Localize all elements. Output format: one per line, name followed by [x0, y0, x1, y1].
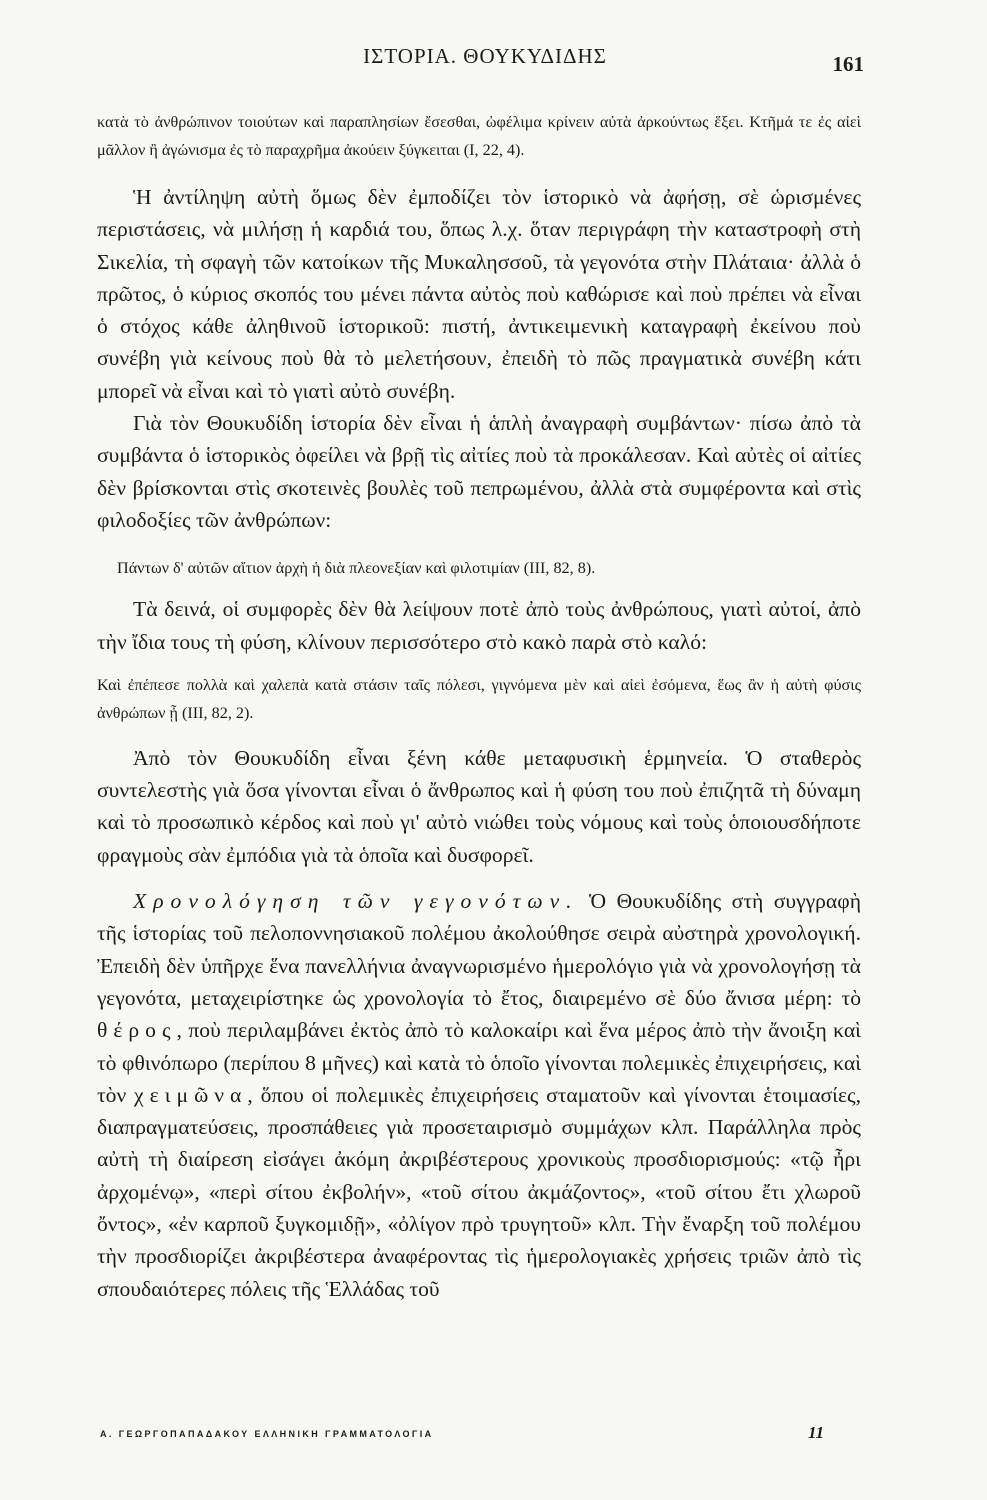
- paragraph-5-text-a: Ὁ Θουκυδίδης στὴ συγγραφὴ τῆς ἱστορίας τοῦ πελοποννησιακοῦ πολέμου ἀκολούθησε σειρὰ αὐστηρὰ χρονολογική. Ἐπειδὴ δὲν ὑπῆρχε ἕνα πανελλήνια ἀναγνωρισμένο ἡμερολόγιο γιὰ νὰ χρονολογήσῃ τὰ γεγονότα, μεταχειρίστηκε ὡς χρονολογία τὸ ἔτος, διαιρεμένο σὲ δύο ἄνισα μέρη: τὸ: [97, 889, 861, 1010]
- footer-book-line: Α. ΓΕΩΡΓΟΠΑΠΑΔΑΚΟΥ ΕΛΛΗΝΙΚΗ ΓΡΑΜΜΑΤΟΛΟΓΙΑ: [100, 1429, 434, 1439]
- paragraph-1: Ἡ ἀντίληψη αὐτὴ ὅμως δὲν ἐμποδίζει τὸν ἱστορικὸ νὰ ἀφήσῃ, σὲ ὡρισμένες περιστάσεις, νὰ μιλήσῃ ἡ καρδιά του, ὅπως λ.χ. ὅταν περιγράφη τὴν καταστροφὴ στὴ Σικελία, τὴ σφαγὴ τῶν κατοίκων τῆς Μυκαλησσοῦ, τὰ γεγονότα στὴν Πλάταια· ἀλλὰ ὁ πρῶτος, ὁ κύριος σκοπός του μένει πάντα αὐτὸς ποὺ καθώρισε καὶ ποὺ πρέπει νὰ εἶναι ὁ στόχος κάθε ἀληθινοῦ ἱστορικοῦ: πιστή, ἀντικειμενικὴ καταγραφὴ ἐκείνου ποὺ συνέβη γιὰ κείνους ποὺ θὰ τὸ μελετήσουν, ἐπειδὴ τὸ πῶς πραγματικὰ συνέβη κάτι μπορεῖ νὰ εἶναι καὶ τὸ γιατὶ αὐτὸ συνέβη.: [97, 185, 861, 403]
- quote-2: Καὶ ἐπέπεσε πολλὰ καὶ χαλεπὰ κατὰ στάσιν ταῖς πόλεσι, γιγνόμενα μὲν καὶ αἰεὶ ἐσόμενα, ἕως ἂν ἡ αὐτὴ φύσις ἀνθρώπων ᾖ (ΙΙΙ, 82, 2).: [97, 675, 861, 722]
- term-cheimon: χειμῶνα: [134, 1082, 248, 1107]
- paragraph-5-text-b: , ποὺ περιλαμβάνει ἐκτὸς ἀπὸ τὸ καλοκαίρι καὶ ἕνα μέρος ἀπὸ τὴν ἄνοιξη καὶ τὸ φθινόπωρο (περίπου 8 μῆνες) καὶ κατὰ τὸ ὁποῖο γίνονται πολεμικὲς ἐπιχειρήσεις, καὶ τὸν: [97, 1018, 861, 1107]
- paragraph-5-text-c: , ὅπου οἱ πολεμικὲς ἐπιχειρήσεις σταματοῦν καὶ γίνονται ἑτοιμασίες, διαπραγματεύσεις, προσπάθειες γιὰ προσεταιρισμὸ συμμάχων κλπ. Παράλληλα πρὸς αὐτὴ τὴ διαίρεση εἰσάγει ἀκόμη ἀκριβέστερους χρονικοὺς προσδιορισμούς: «τῷ ἦρι ἀρχομένῳ», «περὶ σίτου ἐκβολήν», «τοῦ σίτου ἀκμάζοντος», «τοῦ σίτου ἔτι χλωροῦ ὄντος», «ἐν καρποῦ ξυγκομιδῇ», «ὀλίγον πρὸ τρυγητοῦ» κλπ. Τὴν ἔναρξη τοῦ πολέμου τὴν προσδιορίζει ἀκριβέστερα ἀναφέροντας τὶς ἡμερολογιακὲς χρήσεις τριῶν ἀπὸ τὶς σπουδαιότερες πόλεις τῆς Ἑλλάδας τοῦ: [97, 1082, 861, 1301]
- paragraph-4: Ἀπὸ τὸν Θουκυδίδη εἶναι ξένη κάθε μεταφυσικὴ ἑρμηνεία. Ὁ σταθερὸς συντελεστὴς γιὰ ὅσα γίνονται εἶναι ὁ ἄνθρωπος καὶ ἡ φύση του ποὺ ἐπιζητᾶ τὴ δύναμη καὶ τὸ προσωπικὸ κέρδος καὶ ποὺ γι' αὐτὸ νιώθει τοὺς νόμους καὶ τοὺς ὁποιουσδήποτε φραγμοὺς σὰν ἐμπόδια γιὰ τὰ ὁποῖα καὶ δυσφορεῖ.: [97, 745, 861, 867]
- section-heading: Χρονολόγηση τῶν γεγονότων.: [133, 889, 579, 914]
- paragraph-3: Τὰ δεινά, οἱ συμφορὲς δὲν θὰ λείψουν ποτὲ ἀπὸ τοὺς ἀνθρώπους, γιατὶ αὐτοί, ἀπὸ τὴν ἴδια τους τὴ φύση, κλίνουν περισσότερο στὸ κακὸ παρὰ στὸ καλό:: [97, 597, 861, 654]
- quote-1: Πάντων δ' αὐτῶν αἴτιον ἀρχὴ ἡ διὰ πλεονεξίαν καὶ φιλοτιμίαν (ΙΙΙ, 82, 8).: [117, 559, 596, 578]
- signature-mark: 11: [807, 1423, 824, 1442]
- page-number: 161: [832, 52, 864, 76]
- term-theros: θέρος: [97, 1018, 177, 1043]
- paragraph-5: [97, 885, 861, 1305]
- quote-continuation: κατὰ τὸ ἀνθρώπινον τοιούτων καὶ παραπλησίων ἔσεσθαι, ὠφέλιμα κρίνειν αὐτὰ ἀρκούντως ἕξει. Κτῆμά τε ἐς αἰεὶ μᾶλλον ἢ ἀγώνισμα ἐς τὸ παραχρῆμα ἀκούειν ξύγκειται (Ι, 22, 4).: [97, 113, 861, 159]
- paragraph-2: Γιὰ τὸν Θουκυδίδη ἱστορία δὲν εἶναι ἡ ἁπλὴ ἀναγραφὴ συμβάντων· πίσω ἀπὸ τὰ συμβάντα ὁ ἱστορικὸς ὀφείλει νὰ βρῇ τὶς αἰτίες ποὺ τὰ προκάλεσαν. Καὶ αὐτὲς οἱ αἰτίες δὲν βρίσκονται στὶς σκοτεινὲς βουλὲς τοῦ πεπρωμένου, ἀλλὰ στὰ συμφέροντα καὶ στὶς φιλοδοξίες τῶν ἀνθρώπων:: [97, 411, 861, 532]
- text-column: [97, 108, 861, 1305]
- running-title: ΙΣΤΟΡΙΑ. ΘΟΥΚΥΔΙΔΗΣ: [363, 44, 607, 68]
- footer: [100, 1423, 824, 1447]
- running-head: [100, 44, 870, 78]
